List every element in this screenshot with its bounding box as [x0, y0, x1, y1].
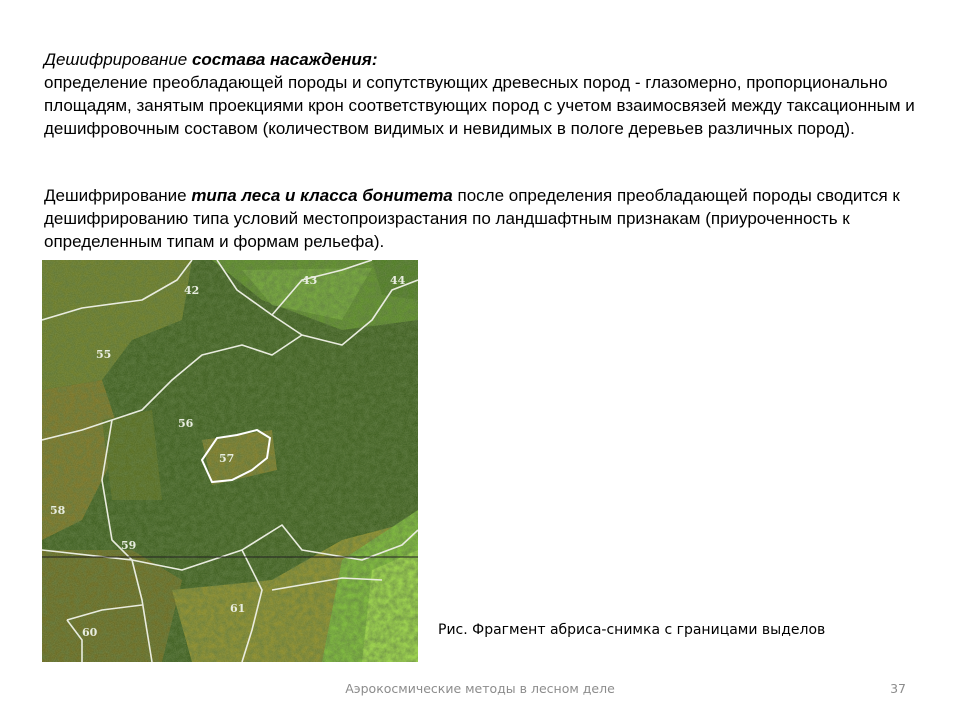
plot-label-44: 44 [390, 274, 406, 287]
paragraph-composition [44, 48, 924, 140]
plot-label-58: 58 [50, 504, 66, 517]
figure-caption: Рис. Фрагмент абриса-снимка с границами выделов [438, 622, 826, 638]
plot-label-61: 61 [230, 602, 246, 615]
paragraph-forest-type-body: после определения преобладающей породы сводится к дешифрированию типа условий местопроизрастания по ландшафтным признакам (приуроченность к определенным типам и формам рельефа). [44, 186, 900, 251]
paragraph-forest-type [44, 184, 924, 253]
paragraph-forest-type-emphasis: типа леса и класса бонитета [191, 186, 453, 205]
plot-label-42: 42 [184, 284, 200, 297]
paragraph-forest-type-lead: Дешифрирование [44, 186, 192, 205]
plot-label-56: 56 [178, 417, 194, 430]
footer-title: Аэрокосмические методы в лесном деле [345, 681, 615, 696]
plot-label-59: 59 [121, 539, 137, 552]
plot-label-43: 43 [302, 274, 318, 287]
plot-label-57: 57 [219, 452, 235, 465]
slide-number: 37 [890, 681, 906, 696]
plot-label-60: 60 [82, 626, 98, 639]
paragraph-composition-body: определение преобладающей породы и сопутствующих древесных пород - глазомерно, пропорционально площадям, занятым проекциями крон соответствующих пород с учетом взаимосвязей между таксационным и дешифровочным составом (количеством видимых и невидимых в пологе деревьев различных пород). [44, 73, 915, 138]
plot-label-55: 55 [96, 348, 112, 361]
aerial-photo [42, 260, 418, 662]
aerial-photo-image [42, 260, 418, 662]
paragraph-composition-emphasis: состава насаждения: [191, 50, 378, 69]
paragraph-composition-lead: Дешифрирование [44, 50, 192, 69]
